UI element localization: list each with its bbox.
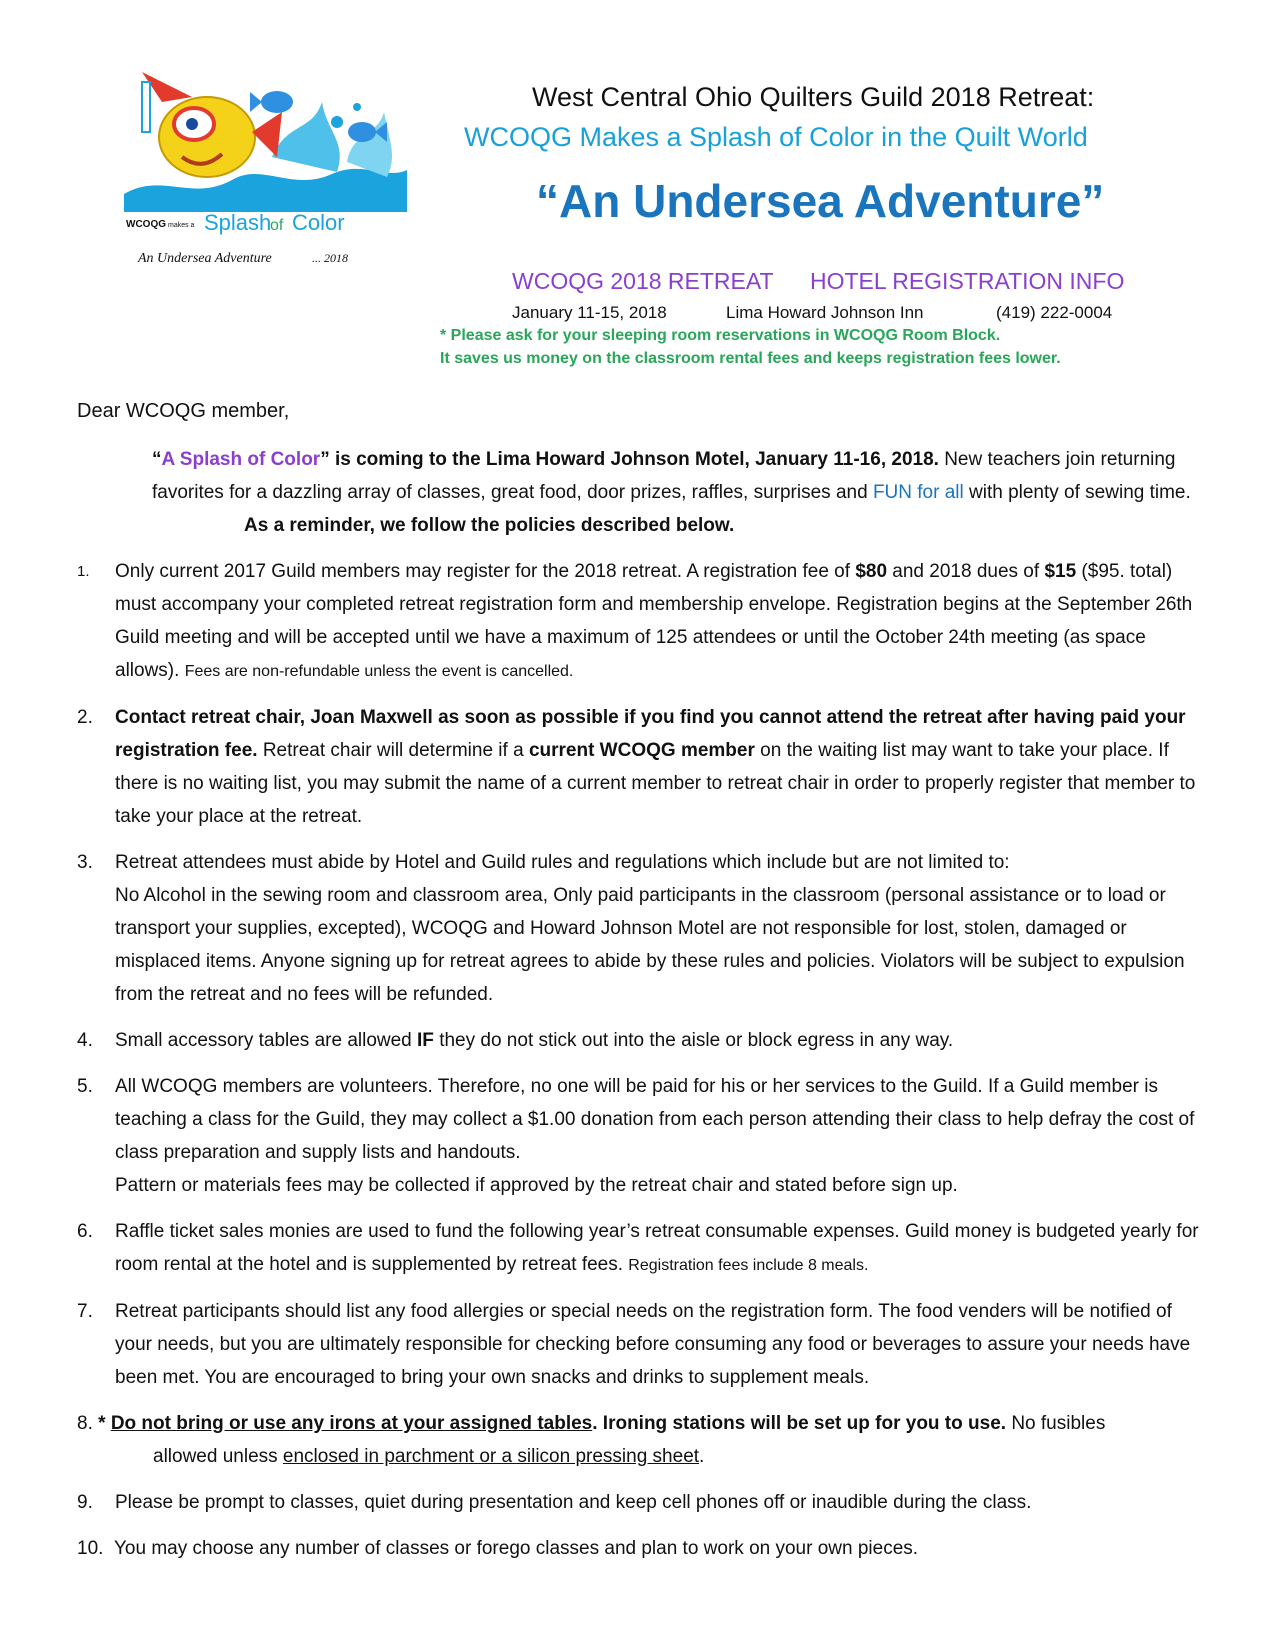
policy-item-8: 8. * Do not bring or use any irons at your assigned tables. Ironing stations will be set up for you to use. No fusibles allowed unless enclosed in parchment or a silicon pressing sheet. — [77, 1413, 1106, 1467]
logo-splash: Splash — [204, 210, 272, 235]
retreat-dates: January 11-15, 2018 — [512, 303, 667, 322]
policy-item-4: 4. Small accessory tables are allowed IF they do not stick out into the aisle or block egress in any way. — [77, 1030, 954, 1051]
logo-makes: makes a — [168, 222, 195, 229]
header-guild-title: West Central Ohio Quilters Guild 2018 Retreat: — [532, 82, 1095, 112]
logo-color: Color — [292, 210, 345, 235]
logo-tagline: An Undersea Adventure — [138, 251, 272, 266]
wave-shape — [124, 169, 407, 212]
policy-item-7: 7. Retreat participants should list any food allergies or special needs on the registration form. The food venders will be notified of your needs, but you are ultimately responsible for checking before consuming any food or beverages to assure your needs have been met. You are encouraged to bring your own snacks and drinks to supplement meals. — [77, 1301, 1191, 1388]
retreat-label: WCOQG 2018 RETREAT — [512, 268, 774, 294]
splash-shape — [272, 102, 340, 172]
policy-item-2: 2. Contact retreat chair, Joan Maxwell as soon as possible if you find you cannot attend the retreat after having paid your registration fee. Retreat chair will determine if a current WCOQG member on the waiting list may want to take your place. If there is no waiting list, you may submit the name of a current member to retreat chair in order to properly register that member to take your place at the retreat. — [77, 707, 1196, 827]
room-block-note-2: It saves us money on the classroom rental fees and keeps registration fees lower. — [440, 350, 1061, 367]
policy-item-5: 5. All WCOQG members are volunteers. Therefore, no one will be paid for his or her services to the Guild. If a Guild member is teaching a class for the Guild, they may collect a $1.00 donation from each person attending their class to help defray the cost of class preparation and supply lists and handouts. Pattern or materials fees may be collected if approved by the retreat chair and stated before sign up. — [77, 1076, 1195, 1196]
fish-splash-illustration — [122, 62, 412, 287]
policy-item-10: 10. You may choose any number of classes or forego classes and plan to work on your own pieces. — [77, 1538, 919, 1559]
reminder-text: As a reminder, we follow the policies described below. — [244, 515, 735, 536]
header-subtitle: WCOQG Makes a Splash of Color in the Quilt World — [464, 122, 1088, 152]
fun-for-all: FUN for all — [872, 482, 964, 503]
policy-item-3: 3. Retreat attendees must abide by Hotel and Guild rules and regulations which include but are not limited to: No Alcohol in the sewing room and classroom area, Only paid participants in the classroom (personal assistance or to load or transport your supplies, excepted), WCOQG and Howard Johnson Motel are not responsible for lost, stolen, damaged or misplaced items. Anyone signing up for retreat agrees to abide by these rules and policies. Violators will be subject to expulsion from the retreat and no fees will be refunded. — [77, 852, 1185, 1005]
greeting: Dear WCOQG member, — [77, 400, 290, 422]
header-theme-title: “An Undersea Adventure” — [536, 175, 1105, 227]
intro-paragraph: “A Splash of Color” is coming to the Lima Howard Johnson Motel, January 11-16, 2018. New teachers join returning favorites for a dazzling array of classes, great food, door prizes, raffles, surprises and FUN for all with plenty of sewing time.As a reminder, we follow the policies described below. — [152, 449, 1191, 536]
blue-fish-icon-2 — [348, 122, 376, 142]
blue-fish-icon — [261, 91, 293, 113]
retreat-logo — [122, 62, 412, 287]
hotel-registration-label: HOTEL REGISTRATION INFO — [810, 268, 1125, 294]
policy-item-6: 6. Raffle ticket sales monies are used to fund the following year’s retreat consumable expenses. Guild money is budgeted yearly for room rental at the hotel and is supplemented by retreat fees. Registration fees include 8 meals. — [77, 1221, 1199, 1275]
hotel-phone: (419) 222-0004 — [996, 303, 1113, 322]
policy-list — [77, 555, 1207, 1578]
policy-item-9: 9. Please be prompt to classes, quiet during presentation and keep cell phones off or inaudible during the class. — [77, 1492, 1032, 1513]
logo-of: of — [270, 217, 284, 234]
hotel-name: Lima Howard Johnson Inn — [726, 303, 924, 322]
logo-brand: WCOQG — [126, 219, 166, 230]
policy-item-1: 1. Only current 2017 Guild members may register for the 2018 retreat. A registration fee of $80 and 2018 dues of $15 ($95. total) must accompany your completed retreat registration form and membership envelope. Registration begins at the September 26th Guild meeting and will be accepted until we have a maximum of 125 attendees or until the October 24th meeting (as space allows). Fees are non-refundable unless the event is cancelled. — [77, 561, 1193, 681]
logo-tagline-year: ... 2018 — [312, 251, 348, 265]
splash-name: A Splash of Color — [161, 449, 321, 470]
splash-shape-2 — [347, 112, 392, 177]
room-block-note: * Please ask for your sleeping room reservations in WCOQG Room Block. — [440, 327, 1001, 344]
